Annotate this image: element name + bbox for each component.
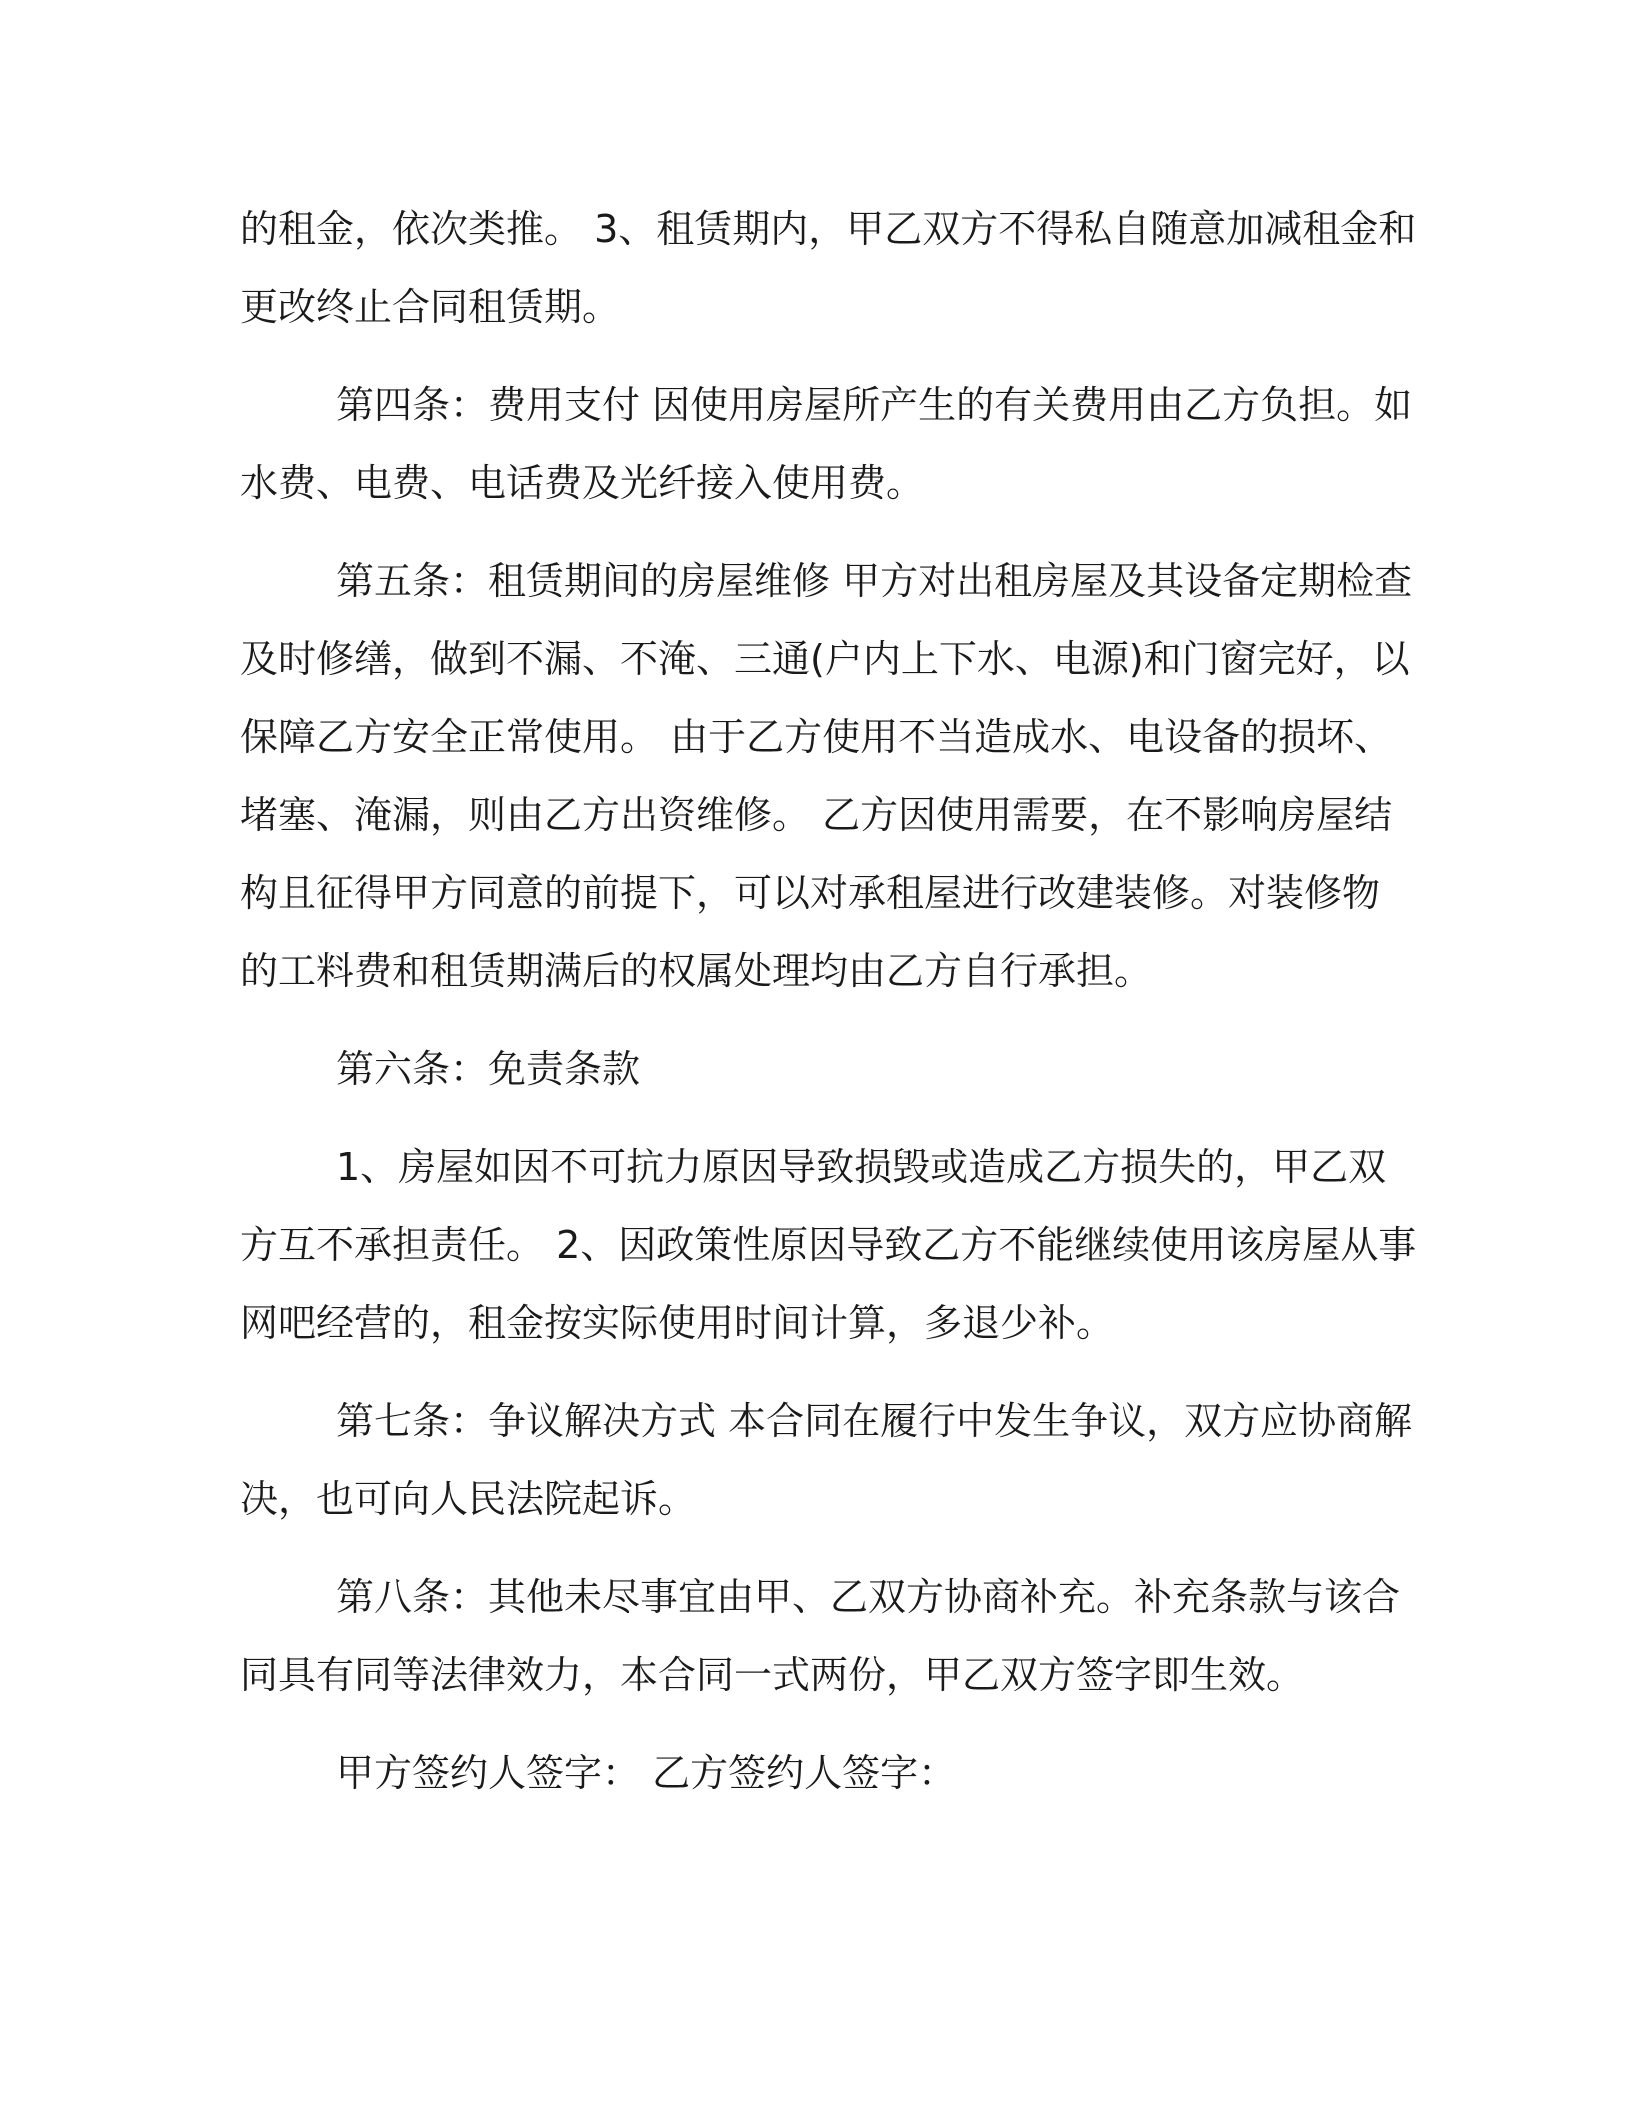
text-line: 更改终止合同租赁期。 [240,285,621,329]
paragraph-article-4 [240,366,1413,522]
text-line: 方互不承担责任。 2、因政策性原因导致乙方不能继续使用该房屋从事 [240,1223,1417,1267]
text-line: 第五条：租赁期间的房屋维修 甲方对出租房屋及其设备定期检查 [336,559,1413,603]
text-line: 第四条：费用支付 因使用房屋所产生的有关费用由乙方负担。如 [336,383,1413,427]
text-line: 的租金，依次类推。 3、租赁期内，甲乙双方不得私自随意加减租金和 [240,207,1417,251]
text-line: 保障乙方安全正常使用。 由于乙方使用不当造成水、电设备的损坏、 [240,715,1393,759]
text-line: 及时修缮，做到不漏、不淹、三通(户内上下水、电源)和门窗完好，以 [240,637,1410,681]
text-line: 网吧经营的，租金按实际使用时间计算，多退少补。 [240,1301,1115,1345]
text-line: 决，也可向人民法院起诉。 [240,1477,697,1521]
paragraph-article-6-body [240,1128,1417,1362]
paragraph-rent-terms [240,190,1417,346]
text-line: 第八条：其他未尽事宜由甲、乙双方协商补充。补充条款与该合 [336,1575,1401,1619]
text-line: 堵塞、淹漏，则由乙方出资维修。 乙方因使用需要，在不影响房屋结 [240,793,1393,837]
text-line: 甲方签约人签字： 乙方签约人签字： [336,1751,957,1795]
document-page [240,190,1417,1832]
text-line: 水费、电费、电话费及光纤接入使用费。 [240,461,925,505]
paragraph-article-5 [240,542,1413,1010]
text-line: 1、房屋如因不可抗力原因导致损毁或造成乙方损失的，甲乙双 [336,1145,1387,1189]
signature-line [240,1734,1390,1812]
text-line: 第六条：免责条款 [336,1047,641,1091]
paragraph-article-7 [240,1382,1413,1538]
text-line: 的工料费和租赁期满后的权属处理均由乙方自行承担。 [240,949,1153,993]
text-line: 同具有同等法律效力，本合同一式两份，甲乙双方签字即生效。 [240,1653,1305,1697]
paragraph-article-8 [240,1558,1401,1714]
text-line: 第七条：争议解决方式 本合同在履行中发生争议，双方应协商解 [336,1399,1413,1443]
text-line: 构且征得甲方同意的前提下，可以对承租屋进行改建装修。对装修物 [240,871,1381,915]
paragraph-article-6-heading [240,1030,1390,1108]
